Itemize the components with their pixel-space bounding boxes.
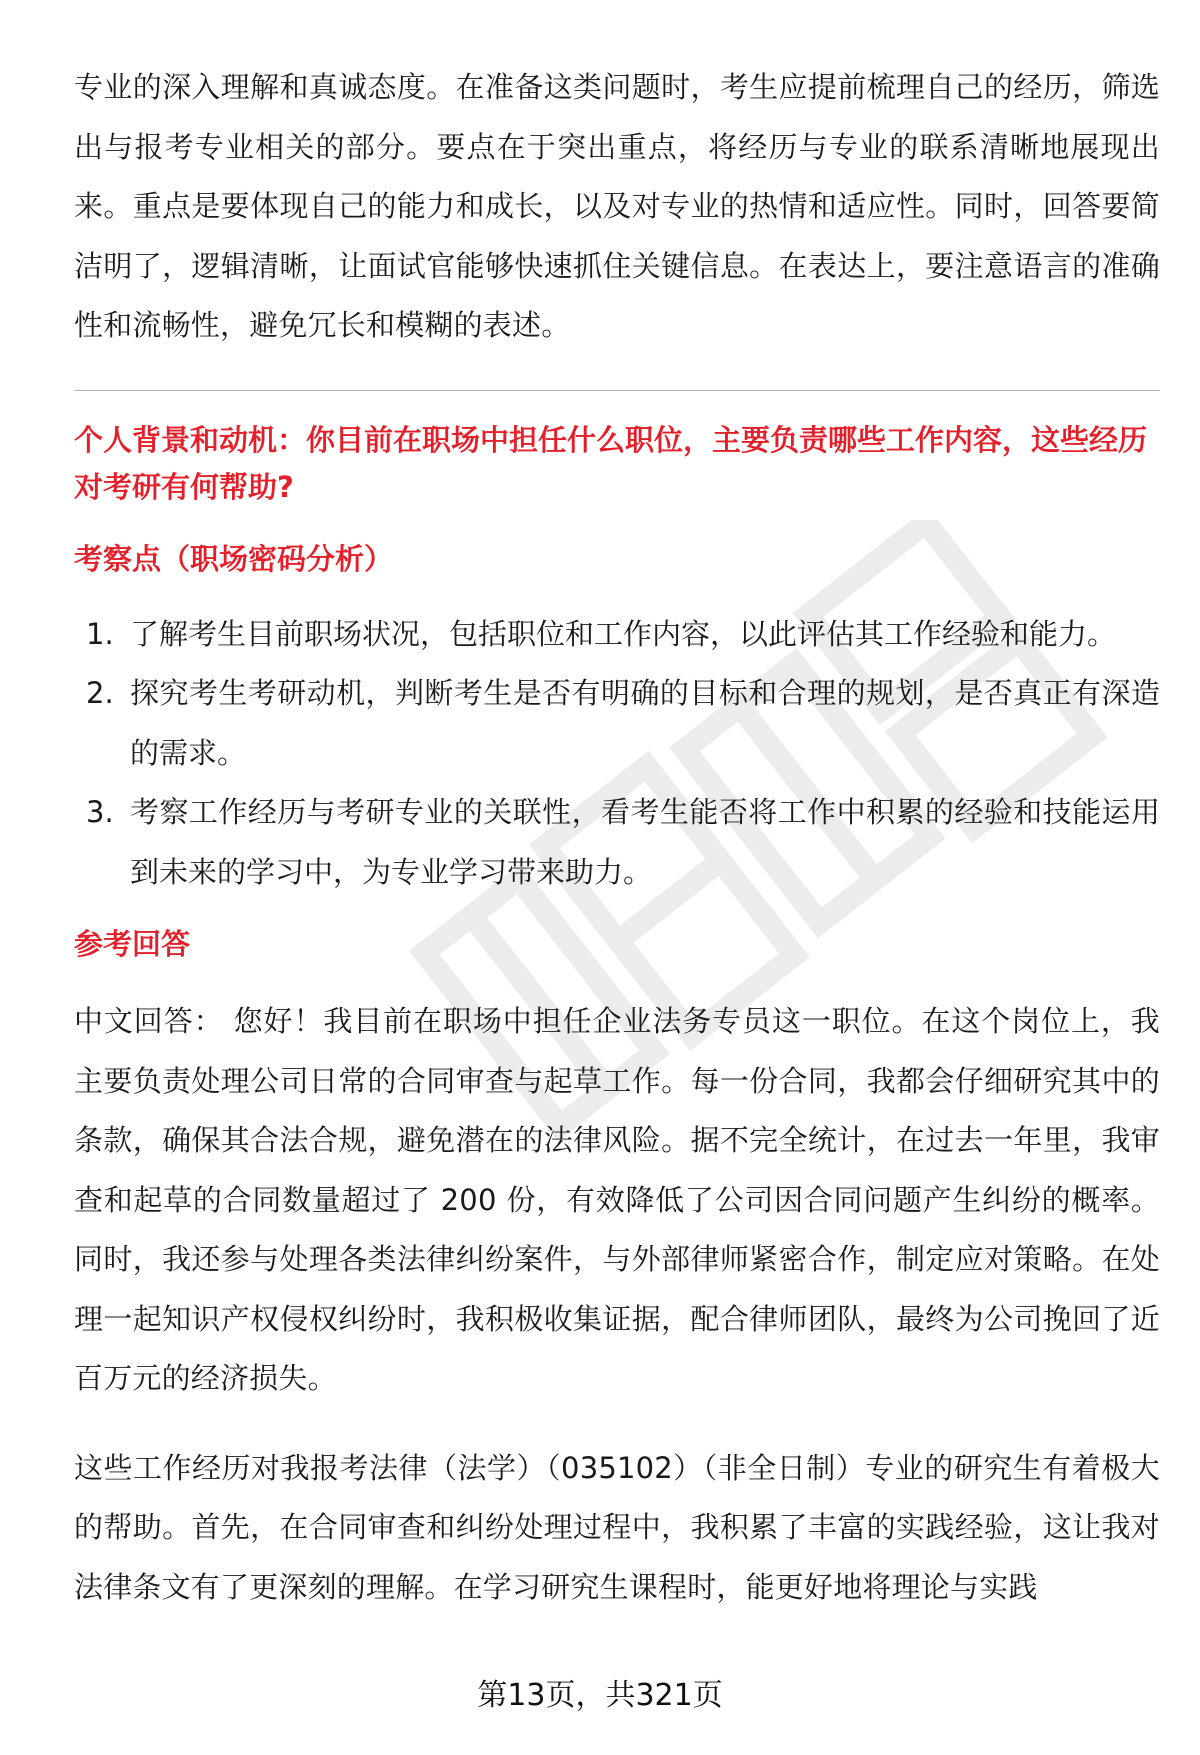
list-item-text: 考察工作经历与考研专业的关联性，看考生能否将工作中积累的经验和技能运用到未来的学习中，为专业学习带来助力。	[130, 795, 1160, 889]
assessment-heading: 考察点（职场密码分析）	[74, 541, 394, 576]
list-item	[74, 783, 1160, 902]
list-item-text: 了解考生目前职场状况，包括职位和工作内容，以此评估其工作经验和能力。	[130, 616, 1117, 651]
answer-heading: 参考回答	[74, 927, 191, 961]
list-item-number: 3.	[86, 795, 114, 829]
list-item	[74, 664, 1160, 783]
list-item-number: 2.	[86, 676, 114, 710]
page-number-footer: 第13页，共321页	[477, 1678, 723, 1713]
assessment-list	[74, 605, 1160, 903]
section-divider	[74, 390, 1160, 391]
intro-paragraph: 专业的深入理解和真诚态度。在准备这类问题时，考生应提前梳理自己的经历，筛选出与报考专业相关的部分。要点在于突出重点，将经历与专业的联系清晰地展现出来。重点是要体现自己的能力和成长，以及对专业的热情和适应性。同时，回答要简洁明了，逻辑清晰，让面试官能够快速抓住关键信息。在表达上，要注意语言的准确性和流畅性，避免冗长和模糊的表述。	[74, 70, 1160, 342]
question-heading: 个人背景和动机：你目前在职场中担任什么职位，主要负责哪些工作内容，这些经历对考研有何帮助?	[74, 422, 1148, 504]
list-item-number: 1.	[86, 616, 114, 651]
answer-paragraph-1: 中文回答： 您好！我目前在职场中担任企业法务专员这一职位。在这个岗位上，我主要负责处理公司日常的合同审查与起草工作。每一份合同，我都会仔细研究其中的条款，确保其合法合规，避免潜在的法律风险。据不完全统计，在过去一年里，我审查和起草的合同数量超过了 200 份，有效降低了公司因合同问题产生纠纷的概率。同时，我还参与处理各类法律纠纷案件，与外部律师紧密合作，制定应对策略。在处理一起知识产权侵权纠纷时，我积极收集证据，配合律师团队，最终为公司挽回了近百万元的经济损失。	[74, 1004, 1160, 1395]
list-item-text: 探究考生考研动机，判断考生是否有明确的目标和合理的规划，是否真正有深造的需求。	[130, 676, 1160, 770]
list-item	[74, 605, 1160, 665]
page-content	[74, 58, 1160, 1617]
answer-paragraph-2: 这些工作经历对我报考法律（法学）（035102）（非全日制）专业的研究生有着极大的帮助。首先，在合同审查和纠纷处理过程中，我积累了丰富的实践经验，这让我对法律条文有了更深刻的理解。在学习研究生课程时，能更好地将理论与实践	[74, 1450, 1160, 1604]
